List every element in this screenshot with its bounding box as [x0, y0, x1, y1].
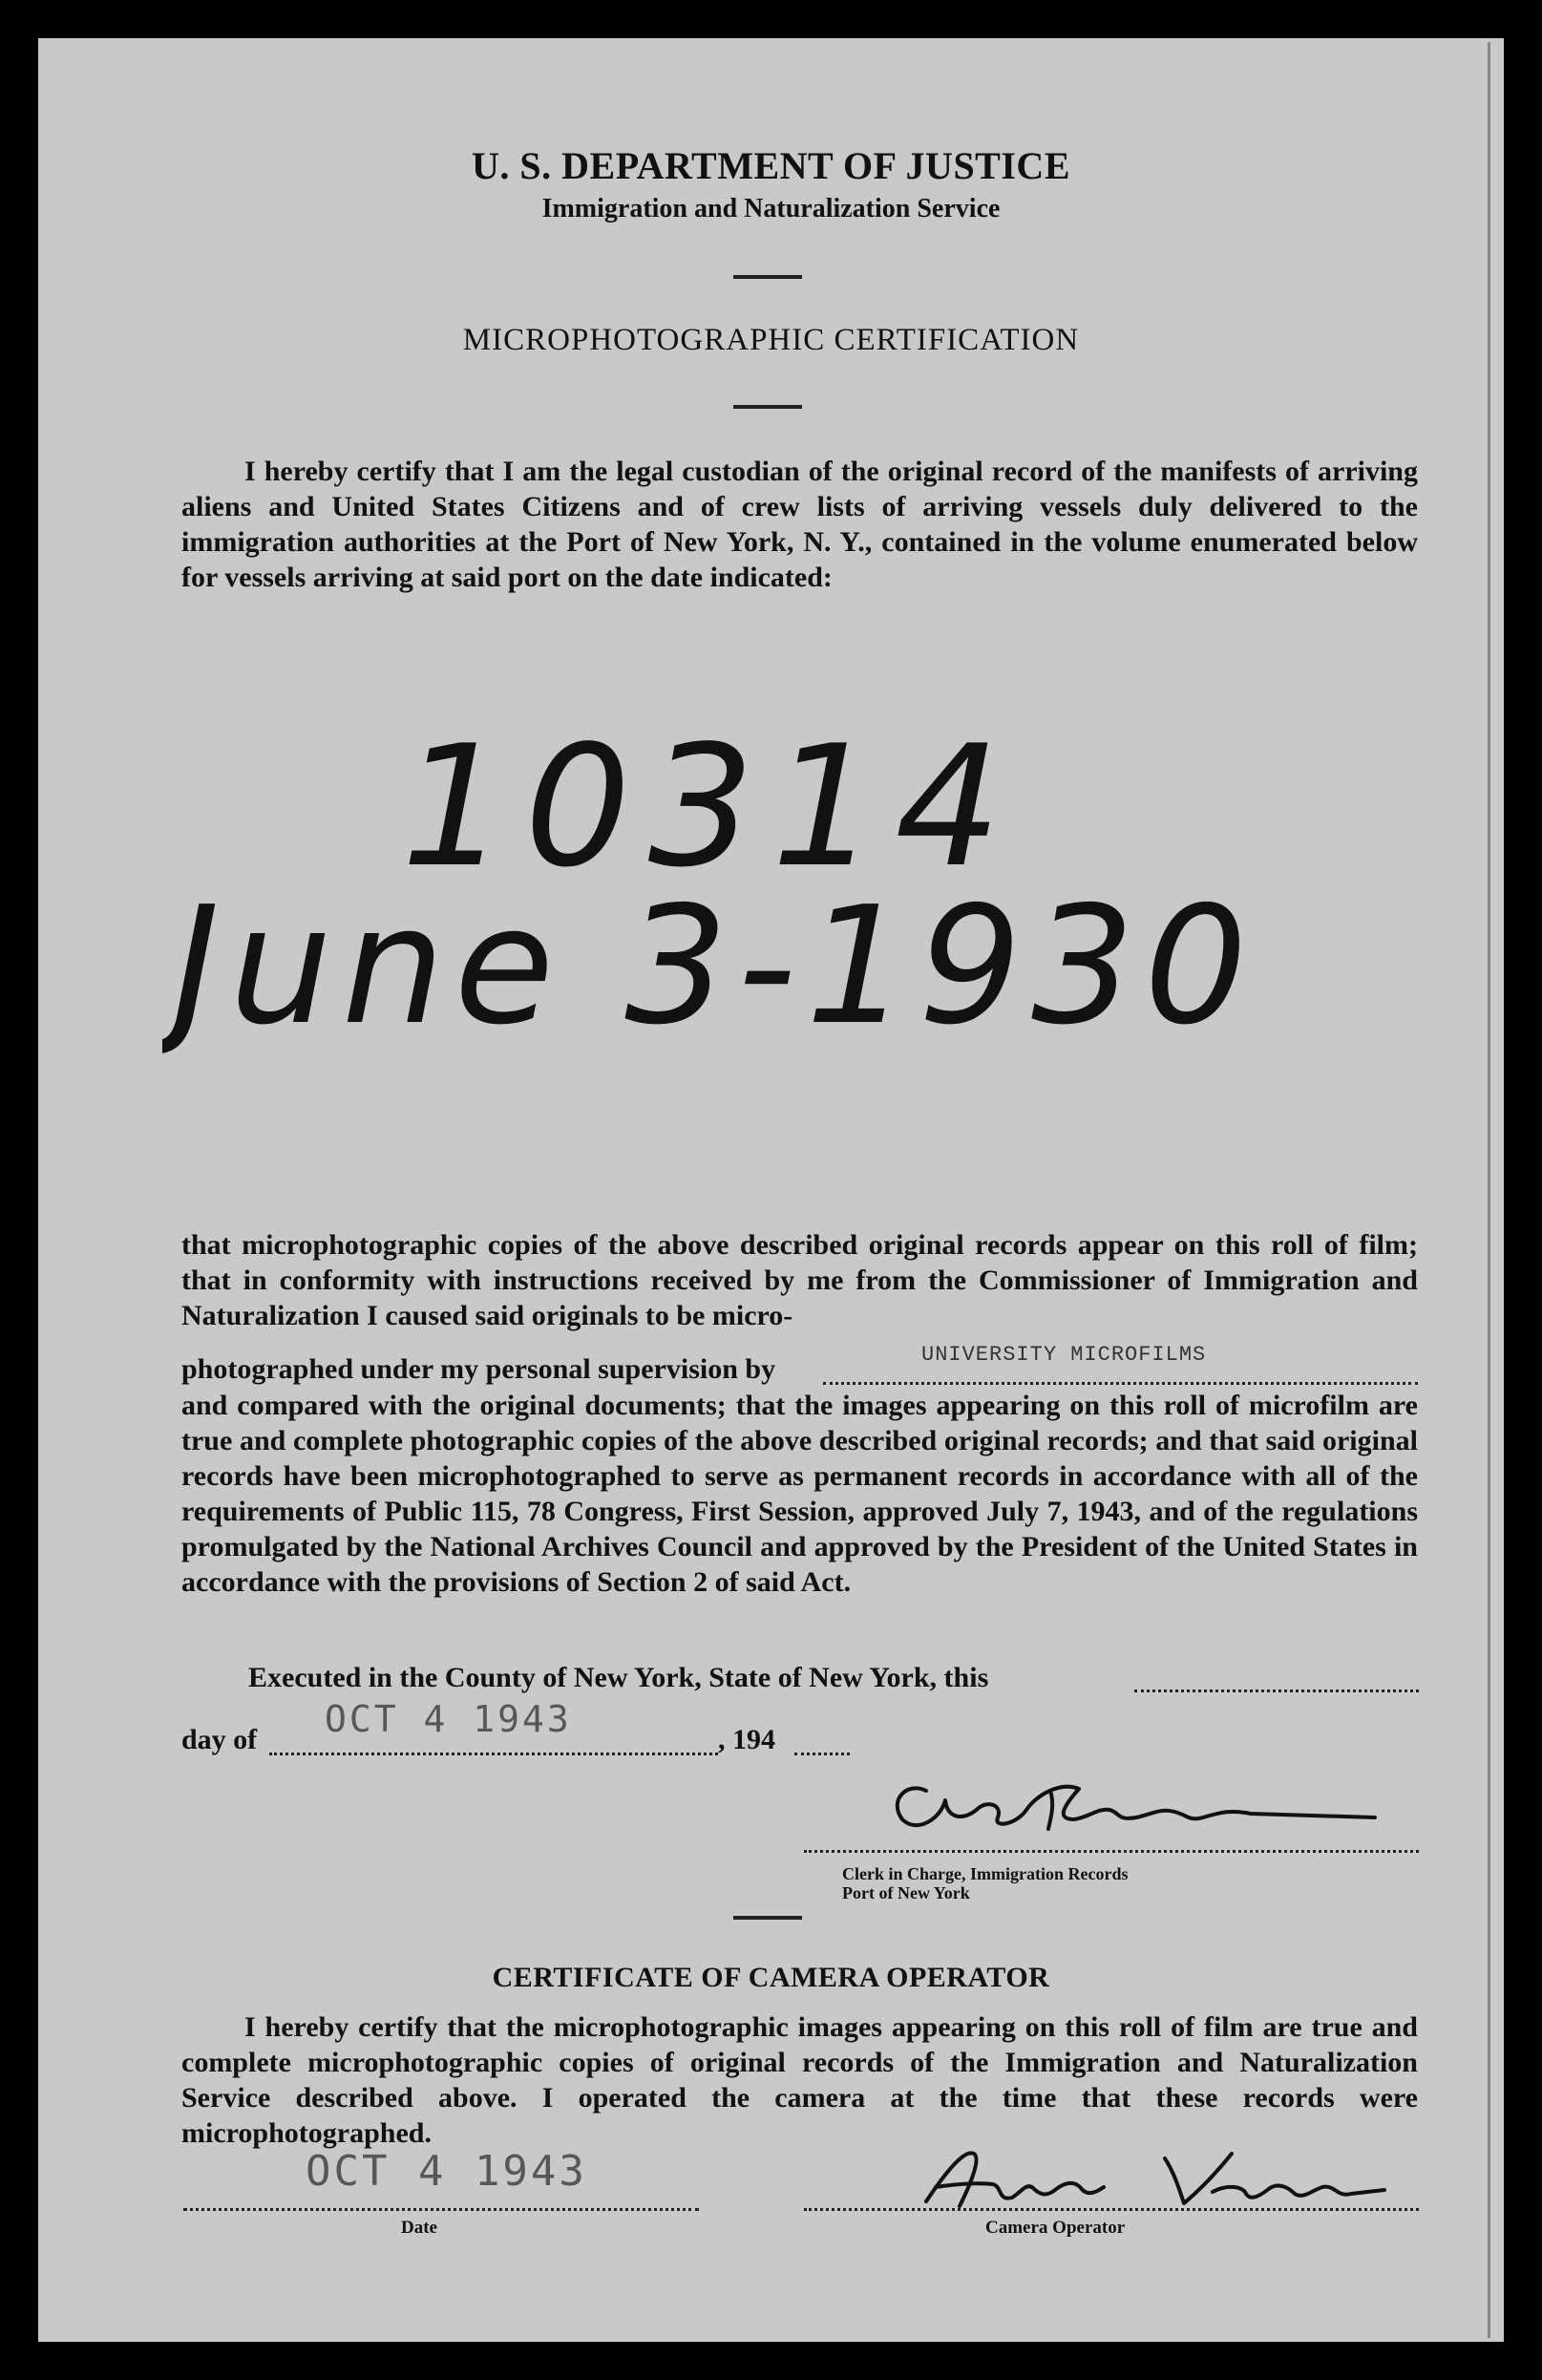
camera-operator-line: [804, 2208, 1419, 2211]
executed-text: Executed in the County of New York, State of New York, this: [248, 1662, 989, 1693]
camera-operator-label: Camera Operator: [985, 2218, 1126, 2238]
body-paragraph-part2: and compared with the original documents; that the images appearing on this roll of microfilm are true and complete photographic copies of the above described original records; and that said original records have been microphotographed to serve as permanent records in accordance with all of the requirements of Public 115, 78 Congress, First Session, approved July 7, 1943, and of the regulations promulgated by the National Archives Council and approved by the President of the United States in accordance with the provisions of Section 2 of said Act.: [181, 1390, 1418, 1598]
executed-date-stamp: OCT 4 1943: [325, 1698, 572, 1740]
camera-certificate-text: I hereby certify that the microphotographic images appearing on this roll of film are true and complete microphotographic copies of original records of the Immigration and Naturalization Service described above. I operated the camera at the time that these records were microphotographed.: [181, 2011, 1418, 2149]
svg-text:June 3-1930: June 3-1930: [172, 872, 1257, 1061]
year-line: [794, 1753, 850, 1755]
svg-text:10314: 10314: [401, 711, 1019, 898]
clerk-signature-line: [804, 1850, 1419, 1853]
divider: [733, 1916, 802, 1920]
date-label: Date: [401, 2218, 437, 2238]
day-of-line: [269, 1753, 718, 1755]
document-page: [38, 38, 1504, 2342]
day-of-label: day of: [181, 1724, 258, 1755]
certification-title: MICROPHOTOGRAPHIC CERTIFICATION: [462, 323, 1080, 357]
photographed-by-label: photographed under my personal supervision by: [181, 1353, 776, 1385]
photographed-by-line: [823, 1382, 1418, 1385]
department-title: U. S. DEPARTMENT OF JUSTICE: [472, 144, 1070, 187]
photographed-by-value: UNIVERSITY MICROFILMS: [921, 1343, 1207, 1367]
executed-day-line: [1134, 1689, 1419, 1692]
divider: [733, 275, 802, 279]
handwritten-date: [162, 869, 1404, 1117]
year-prefix: , 194: [718, 1724, 775, 1755]
intro-paragraph: I hereby certify that I am the legal custodian of the original record of the manifests of arriving aliens and United States Citizens and of crew lists of arriving vessels duly delivered to the immigration authorities at the Port of New York, N. Y., contained in the volume enumerated below for vessels arriving at said port on the date indicated:: [181, 456, 1418, 593]
clerk-title-line1: Clerk in Charge, Immigration Records: [842, 1864, 1129, 1883]
camera-date-stamp: OCT 4 1943: [306, 2147, 587, 2196]
page-edge: [1488, 42, 1490, 2338]
divider: [733, 405, 802, 409]
clerk-title-line2: Port of New York: [842, 1883, 970, 1902]
clerk-signature: [859, 1762, 1394, 1848]
date-line: [183, 2208, 699, 2211]
camera-certificate-heading: CERTIFICATE OF CAMERA OPERATOR: [492, 1962, 1050, 1993]
service-subtitle: Immigration and Naturalization Service: [541, 194, 1001, 223]
body-paragraph-part1: that microphotographic copies of the above described original records appear on this roll of film; that in conformity with instructions received by me from the Commissioner of Immigration and Naturalization I caused said originals to be micro-: [181, 1229, 1418, 1331]
